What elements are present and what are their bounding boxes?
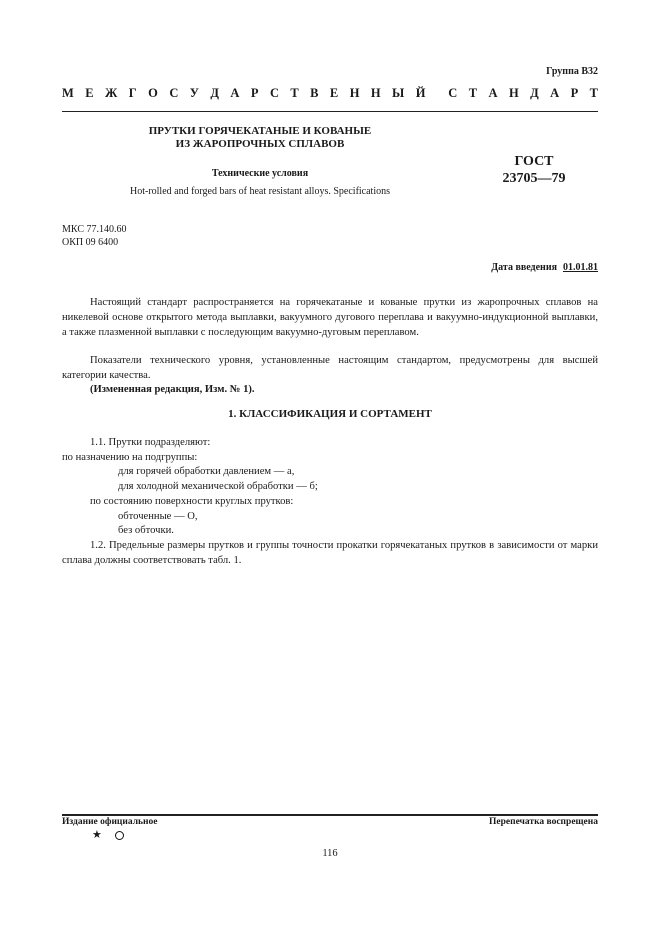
gost-label: ГОСТ — [514, 154, 554, 169]
date-label: Дата введения — [491, 262, 557, 273]
okp-code: ОКП 09 6400 — [62, 237, 119, 248]
star-icon: ★ — [92, 829, 102, 841]
heading-letter: Н — [370, 86, 381, 100]
list-item: для холодной механической обработки — б; — [118, 481, 318, 493]
heading-letter: Т — [589, 86, 598, 100]
document-title — [100, 125, 420, 151]
section-heading: 1. КЛАССИФИКАЦИЯ И СОРТАМЕНТ — [228, 408, 432, 420]
heading-letter: С — [269, 86, 279, 100]
official-edition-note: Издание официальное — [62, 817, 158, 827]
heading-letter: Ж — [105, 86, 118, 100]
title-line-1: ПРУТКИ ГОРЯЧЕКАТАНЫЕ И КОВАНЫЕ — [148, 125, 372, 137]
quality-paragraph — [62, 353, 598, 383]
gost-designation — [472, 153, 596, 187]
heading-letter: Т — [290, 86, 299, 100]
heading-letter: У — [189, 86, 199, 100]
classification-list — [62, 436, 598, 568]
heading-letter: Г — [128, 86, 137, 100]
heading-letter: Д — [530, 86, 539, 100]
page-number: 116 — [322, 848, 338, 859]
heading-letter: Й — [415, 86, 426, 100]
list-item — [62, 539, 598, 568]
list-item: без обточки. — [118, 525, 174, 537]
circle-icon — [115, 831, 124, 840]
english-title: Hot-rolled and forged bars of heat resistant alloys. Specifications — [129, 186, 391, 197]
heading-letter: В — [310, 86, 319, 100]
paragraph-text: Показатели технического уровня, установленные настоящим стандартом, предусмотрены для высшей категории качества. — [62, 355, 598, 381]
paragraph-text: 1.2. Предельные размеры прутков и группы точности прокатки горячекатаных прутков в зависимости от марки сплава должны соответствовать табл. 1. — [62, 539, 598, 566]
heading-letter: А — [550, 86, 560, 100]
heading-letter: Е — [329, 86, 339, 100]
list-item: для горячей обработки давлением — а, — [118, 466, 295, 478]
intro-paragraph — [62, 295, 598, 340]
heading-letter: Е — [85, 86, 94, 100]
heading-letter: А — [230, 86, 240, 100]
header-divider — [62, 111, 598, 112]
reprint-prohibited-note: Перепечатка воспрещена — [488, 817, 598, 827]
gost-number: 23705—79 — [502, 171, 566, 186]
heading-letter: Д — [210, 86, 219, 100]
title-line-2: ИЗ ЖАРОПРОЧНЫХ СПЛАВОВ — [175, 138, 345, 150]
list-item: обточенные — О, — [118, 510, 198, 522]
footer-divider — [62, 814, 598, 816]
heading-letter: Ы — [392, 86, 405, 100]
heading-letter: Р — [570, 86, 579, 100]
heading-letter: Р — [250, 86, 259, 100]
heading-letter: Н — [349, 86, 360, 100]
heading-letter: С — [169, 86, 179, 100]
heading-letter: Н — [508, 86, 519, 100]
heading-letter: Т — [468, 86, 478, 100]
amendment-note — [62, 382, 598, 397]
list-item: по состоянию поверхности круглых прутков: — [90, 495, 294, 507]
list-item: по назначению на подгруппы: — [62, 451, 198, 463]
group-code: Группа В32 — [546, 66, 598, 77]
heading-letter: О — [148, 86, 158, 100]
list-item: 1.1. Прутки подразделяют: — [90, 437, 211, 448]
heading-letter: А — [488, 86, 498, 100]
interstate-standard-heading — [62, 86, 598, 101]
heading-letter: С — [448, 86, 458, 100]
date-value: 01.01.81 — [563, 262, 598, 273]
heading-letter: М — [62, 86, 74, 100]
edition-marks — [92, 828, 134, 841]
effective-date — [320, 262, 598, 273]
mks-code: МКС 77.140.60 — [62, 224, 127, 235]
amendment-text: (Измененная редакция, Изм. № 1). — [90, 384, 255, 395]
document-subtitle: Технические условия — [211, 168, 309, 179]
classification-codes — [62, 223, 126, 249]
paragraph-text: Настоящий стандарт распространяется на горячекатаные и кованые прутки из жаропрочных сплавов на никелевой основе открытого метода выплавки, вакуумного дугового переплава и вакуумно-индукционной выплавки, а также плазменной выплавки с последующим вакуумно-дуговым переплавом. — [62, 297, 598, 338]
